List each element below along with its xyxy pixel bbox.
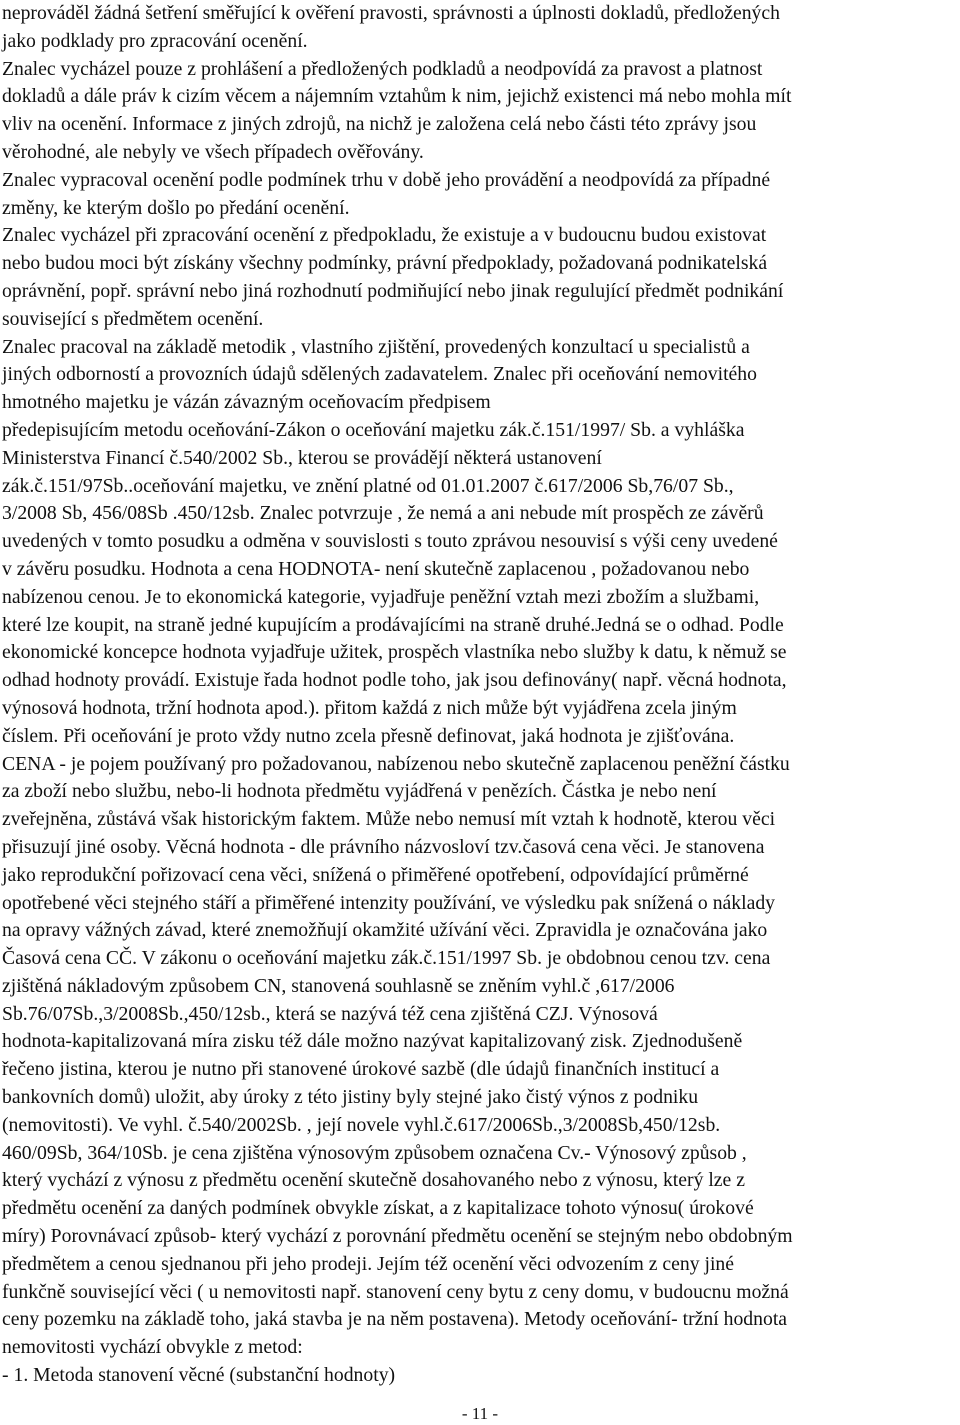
text-line: Časová cena CČ. V zákonu o oceňování majetku zák.č.151/1997 Sb. je obdobnou cenou tzv. cena — [2, 947, 771, 970]
text-line: zveřejněna, zůstává však historickým faktem. Může nebo nemusí mít vztah k hodnotě, kterou věci — [2, 808, 776, 831]
text-line: nabízenou cenou. Je to ekonomická kategorie, vyjadřuje peněžní vztah mezi zbožím a službami, — [2, 585, 760, 608]
text-line: - 1. Metoda stanovení věcné (substanční hodnoty) — [2, 1364, 396, 1387]
text-line: míry) Porovnávací způsob- který vychází z porovnání předmětu ocenění se stejným nebo obdobným — [2, 1225, 793, 1248]
text-line: Znalec pracoval na základě metodik , vlastního zjištění, provedených konzultací u specialistů a — [2, 335, 750, 358]
text-line: nebo budou moci být získány všechny podmínky, právní předpoklady, požadovaná podnikatelská — [2, 252, 768, 275]
text-line: uvedených v tomto posudku a odměna v souvislosti s touto zprávou nesouvisí s výši ceny uvedené — [2, 530, 778, 553]
text-line: jiných odborností a provozních údajů sdělených zadavatelem. Znalec při oceňování nemovitého — [2, 363, 757, 386]
text-line: Znalec vycházel pouze z prohlášení a předložených podkladů a neodpovídá za pravost a platnost — [2, 57, 763, 80]
text-line: ceny pozemku na základě toho, jaká stavba je na něm postavena). Metody oceňování- tržní hodnota — [2, 1308, 788, 1331]
text-line: předmětem a cenou sjednanou při jeho prodeji. Jejím též ocenění věci odvozením z ceny jiné — [2, 1252, 734, 1275]
text-line: ekonomické koncepce hodnota vyjadřuje užitek, prospěch vlastníka nebo služby k datu, k němuž se — [2, 641, 787, 664]
text-line: funkčně související věci ( u nemovitosti např. stanovení ceny bytu z ceny domu, v budoucnu možná — [2, 1280, 789, 1303]
text-line: vliv na ocenění. Informace z jiných zdrojů, na nichž je založena celá nebo části této zprávy jsou — [2, 113, 757, 136]
text-line: předmětu ocenění za daných podmínek obvykle získat, a z kapitalizace tohoto výnosu( úrokové — [2, 1197, 754, 1220]
text-line: zjištěná nákladovým způsobem CN, stanovená souhlasně se zněním vyhl.č ,617/2006 — [2, 974, 675, 997]
text-line: CENA - je pojem používaný pro požadovanou, nabízenou nebo skutečně zaplacenou peněžní částku — [2, 752, 790, 775]
text-line: které lze koupit, na straně jedné kupujícím a prodávajícími na straně druhé.Jedná se o odhad. Podle — [2, 613, 784, 636]
text-line: přisuzují jiné osoby. Věcná hodnota - dle právního názvosloví tzv.časová cena věci. Je stanovena — [2, 835, 765, 858]
text-line: který vychází z výnosu z předmětu ocenění skutečně dosahovaného nebo z výnosu, který lze z — [2, 1169, 745, 1192]
text-line: Znalec vypracoval ocenění podle podmínek trhu v době jeho provádění a neodpovídá za případné — [2, 168, 771, 191]
text-line: změny, ke kterým došlo po předání ocenění. — [2, 196, 350, 219]
text-line: řečeno jistina, kterou je nutno při stanovené úrokové sazbě (dle údajů finančních institucí a — [2, 1058, 720, 1081]
text-line: na opravy vážných závad, které znemožňují okamžité užívání věci. Zpravidla je označována jako — [2, 919, 768, 942]
text-line: hmotného majetku je vázán závazným oceňovacím předpisem — [2, 391, 491, 414]
text-line: oprávnění, popř. správní nebo jiná rozhodnutí podmiňující nebo jinak regulující předmět podnikání — [2, 279, 784, 302]
text-line: 3/2008 Sb, 456/08Sb .450/12sb. Znalec potvrzuje , že nemá a ani nebude mít prospěch ze závěrů — [2, 502, 764, 525]
text-line: Sb.76/07Sb.,3/2008Sb.,450/12sb., která se nazývá též cena zjištěná CZJ. Výnosová — [2, 1002, 658, 1025]
text-line: opotřebené věci stejného stáří a přiměřené intenzity používání, ve výsledku pak snížená o náklady — [2, 891, 776, 914]
text-line: výnosová hodnota, tržní hodnota apod.). přitom každá z nich může být vyjádřena zcela jiným — [2, 696, 737, 719]
text-line: Ministerstva Financí č.540/2002 Sb., kterou se provádějí některá ustanovení — [2, 446, 602, 469]
text-line: 460/09Sb, 364/10Sb. je cena zjištěna výnosovým způsobem označena Cv.- Výnosový způsob , — [2, 1141, 747, 1164]
document-body — [2, 0, 958, 1390]
page-number: - 11 - — [461, 1404, 499, 1423]
text-line: neprováděl žádná šetření směřující k ověření pravosti, správnosti a úplnosti dokladů, předložených — [2, 2, 780, 24]
text-line: nemovitosti vychází obvykle z metod: — [2, 1336, 303, 1359]
text-line: jako reprodukční pořizovací cena věci, snížená o přiměřené opotřebení, odpovídající průměrné — [2, 863, 749, 886]
text-line: odhad hodnoty provádí. Existuje řada hodnot podle toho, jak jsou definovány( např. věcná hodnota, — [2, 669, 787, 692]
text-line: související s předmětem ocenění. — [2, 307, 264, 330]
text-line: v závěru posudku. Hodnota a cena HODNOTA- není skutečně zaplacenou , požadovanou nebo — [2, 557, 750, 580]
text-line: jako podklady pro zpracování ocenění. — [2, 29, 308, 52]
text-line: Znalec vycházel při zpracování ocenění z předpokladu, že existuje a v budoucnu budou existovat — [2, 224, 767, 247]
text-line: předepisujícím metodu oceňování-Zákon o oceňování majetku zák.č.151/1997/ Sb. a vyhláška — [2, 418, 745, 441]
text-line: věrohodné, ale nebyly ve všech případech ověřovány. — [2, 140, 424, 163]
text-line: (nemovitosti). Ve vyhl. č.540/2002Sb. , její novele vyhl.č.617/2006Sb.,3/2008Sb,450/12sb. — [2, 1113, 721, 1136]
text-line: hodnota-kapitalizovaná míra zisku též dále možno nazývat kapitalizovaný zisk. Zjednodušeně — [2, 1030, 743, 1053]
text-line: bankovních domů) uložit, aby úroky z této jistiny byly stejné jako čistý výnos z podniku — [2, 1086, 699, 1109]
text-line: dokladů a dále práv k cizím věcem a nájemním vztahům k nim, jejichž existenci má nebo mohla mít — [2, 85, 792, 108]
text-line: číslem. Při oceňování je proto vždy nutno zcela přesně definovat, jaká hodnota je zjišťována. — [2, 724, 735, 747]
text-line: za zboží nebo službu, nebo-li hodnota předmětu vyjádřená v penězích. Částka je nebo není — [2, 780, 717, 803]
text-line: zák.č.151/97Sb..oceňování majetku, ve znění platné od 01.01.2007 č.617/2006 Sb,76/07 Sb., — [2, 474, 734, 497]
